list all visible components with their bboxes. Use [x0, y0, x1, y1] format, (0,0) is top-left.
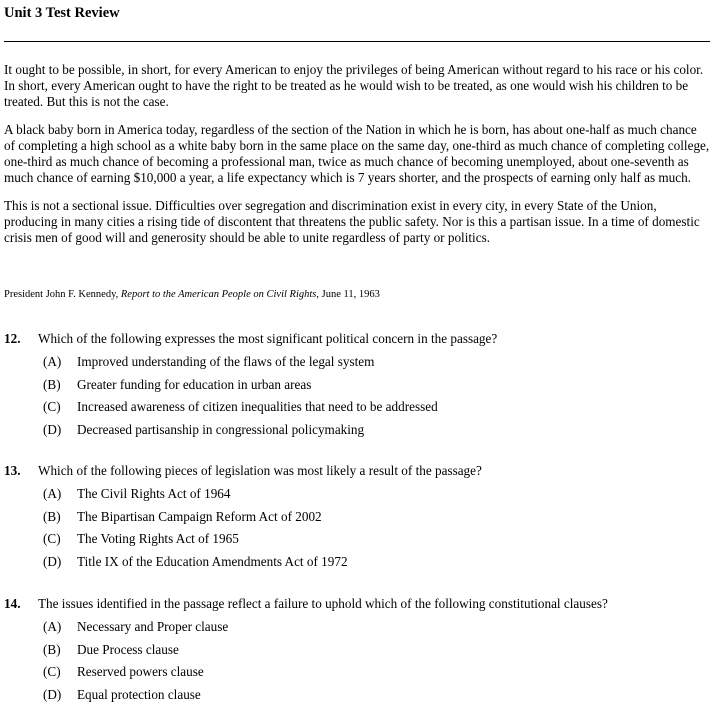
answer-option-b[interactable] [4, 640, 710, 663]
option-text: Improved understanding of the flaws of the legal system [77, 354, 375, 369]
header-divider [4, 41, 710, 42]
question-number: 14. [4, 596, 21, 611]
option-text: Equal protection clause [77, 686, 201, 702]
question-13 [4, 461, 710, 574]
passage-citation [4, 288, 380, 301]
option-text: The Voting Rights Act of 1965 [77, 531, 239, 546]
answer-option-a[interactable] [4, 484, 710, 507]
question-number: 12. [4, 331, 21, 346]
option-letter: (D) [43, 553, 62, 569]
question-stem [4, 461, 710, 481]
passage-paragraph: A black baby born in America today, regardless of the section of the Nation in which he is born, has about one-half as much chance of completing a high school as a white baby born in the same place on the same day, one-third as much chance of completing college, one-third as much chance of becoming a professional man, twice as much chance of becoming unemployed, about one-seventh as much chance of earning $10,000 a year, a life expectancy which is 7 years shorter, and the prospects of earning only half as much. [4, 122, 710, 185]
option-text: The Bipartisan Campaign Reform Act of 2002 [77, 508, 322, 524]
option-letter: (B) [43, 641, 61, 657]
citation-author: President John F. Kennedy, [4, 289, 121, 300]
question-stem [4, 594, 710, 614]
option-text: Necessary and Proper clause [77, 619, 229, 634]
question-12 [4, 329, 710, 442]
answer-option-d[interactable] [4, 552, 710, 575]
source-passage [4, 62, 710, 258]
question-text: Which of the following pieces of legislation was most likely a result of the passage? [38, 463, 482, 478]
citation-date: , June 11, 1963 [316, 289, 380, 300]
citation-work: Report to the American People on Civil Rights [120, 289, 317, 300]
answer-option-a[interactable] [4, 617, 710, 640]
option-letter: (A) [43, 619, 62, 634]
answer-option-c[interactable] [4, 662, 710, 685]
option-letter: (D) [43, 686, 62, 702]
question-text: The issues identified in the passage reflect a failure to uphold which of the following constitutional clauses? [38, 596, 608, 611]
answer-option-c[interactable] [4, 529, 710, 552]
option-letter: (A) [43, 354, 62, 369]
option-letter: (B) [43, 508, 61, 524]
option-text: Due Process clause [77, 641, 179, 657]
option-text: Decreased partisanship in congressional policymaking [77, 421, 365, 437]
option-letter: (B) [43, 376, 61, 392]
option-letter: (D) [43, 421, 62, 437]
question-stem [4, 329, 710, 349]
answer-options [4, 484, 710, 574]
answer-options [4, 352, 710, 442]
option-text: The Civil Rights Act of 1964 [77, 486, 231, 501]
answer-option-a[interactable] [4, 352, 710, 375]
option-text: Reserved powers clause [77, 664, 204, 679]
page-title: Unit 3 Test Review [4, 5, 120, 21]
option-letter: (C) [43, 399, 61, 414]
answer-option-b[interactable] [4, 375, 710, 398]
answer-option-c[interactable] [4, 397, 710, 420]
answer-option-b[interactable] [4, 507, 710, 530]
option-letter: (C) [43, 531, 61, 546]
answer-options [4, 617, 710, 707]
answer-option-d[interactable] [4, 685, 710, 708]
answer-option-d[interactable] [4, 420, 710, 443]
passage-paragraph: It ought to be possible, in short, for every American to enjoy the privileges of being American without regard to his race or his color. In short, every American ought to have the right to be treated as he would wish to be treated, as one would wish his children to be treated. But this is not the case. [4, 62, 704, 109]
question-number: 13. [4, 463, 21, 478]
passage-paragraph: This is not a sectional issue. Difficulties over segregation and discrimination exist in every city, in every State of the Union, producing in many cities a rising tide of discontent that threatens the public safety. Nor is this a partisan issue. In a time of domestic crisis men of good will and generosity should be able to unite regardless of party or politics. [4, 198, 700, 245]
option-text: Title IX of the Education Amendments Act of 1972 [77, 553, 348, 569]
question-14 [4, 594, 710, 707]
option-text: Greater funding for education in urban areas [77, 376, 312, 392]
option-letter: (C) [43, 664, 61, 679]
option-text: Increased awareness of citizen inequalities that need to be addressed [77, 399, 438, 414]
question-text: Which of the following expresses the most significant political concern in the passage? [38, 331, 498, 346]
option-letter: (A) [43, 486, 62, 501]
